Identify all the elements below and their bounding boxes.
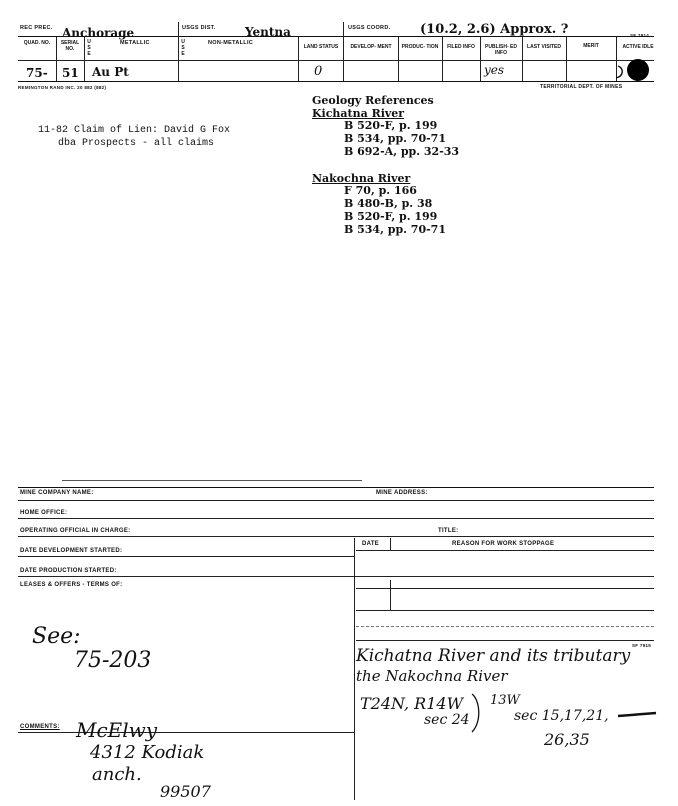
lien-line-2: dba Prospects - all claims <box>58 138 215 149</box>
form-number-2: SF 7915 <box>632 643 652 648</box>
printer-line: REMINGTON RAND INC. 20 882 (882) <box>18 85 107 90</box>
reason-label: REASON FOR WORK STOPPAGE <box>452 541 555 547</box>
header-rule-1 <box>18 36 654 37</box>
form-rule <box>62 480 362 481</box>
form-rule <box>18 536 654 537</box>
usgs-dist-value: Yentna <box>245 25 291 39</box>
contact-name: McElwy <box>76 718 158 742</box>
active-idle-mark-icon <box>612 56 656 84</box>
section-note-2: sec 15,17,21, <box>514 708 609 724</box>
ref-item: B 534, pp. 70-71 <box>344 223 446 236</box>
ref-item: B 692-A, pp. 32-33 <box>344 145 460 158</box>
see-note: See: <box>32 624 81 649</box>
form-rule <box>18 732 354 733</box>
home-office-label: HOME OFFICE: <box>20 510 68 516</box>
header-divider <box>480 37 481 81</box>
form-rule <box>356 626 654 627</box>
rec-prec-value: Anchorage <box>62 26 135 40</box>
form-number: SF 7914 <box>630 33 650 38</box>
contact-city: anch. <box>92 764 142 785</box>
date-label: DATE <box>362 541 380 547</box>
quad-no-label: QUAD. NO. <box>23 40 51 46</box>
header-divider <box>298 37 299 81</box>
mine-company-label: MINE COMPANY NAME: <box>20 490 94 496</box>
use-label-2: U S E <box>181 39 185 57</box>
use-label-1: U S E <box>87 39 91 57</box>
metallic-value: Au Pt <box>92 65 129 79</box>
section-note-1: sec 24 <box>424 712 470 728</box>
land-status-value: 0 <box>314 64 323 79</box>
date-divider <box>390 538 391 550</box>
geology-title: Geology References <box>312 94 434 107</box>
usgs-coord-value: (10.2, 2.6) Approx. ? <box>420 22 569 37</box>
merit-label: MERIT <box>583 43 599 49</box>
date-divider <box>390 580 391 610</box>
header-divider <box>178 22 179 81</box>
group-1-title: Kichatna River <box>312 107 405 120</box>
ref-item: B 520-F, p. 199 <box>344 119 438 132</box>
form-rule <box>18 556 354 557</box>
range-alt: 13W <box>490 693 520 708</box>
title-label: TITLE: <box>438 528 459 534</box>
usgs-dist-label: USGS DIST. <box>182 25 216 31</box>
section-note-3: 26,35 <box>544 730 590 749</box>
active-idle-label: ACTIVE IDLE <box>622 44 654 50</box>
ref-item: B 480-B, p. 38 <box>344 197 433 210</box>
see-reference: 75-203 <box>74 648 152 673</box>
dept-line: TERRITORIAL DEPT. OF MINES <box>540 84 623 90</box>
prod-started-label: DATE PRODUCTION STARTED: <box>20 568 117 574</box>
metallic-label: METALLIC <box>120 40 150 46</box>
development-label: DEVELOP- MENT <box>350 44 392 50</box>
header-divider <box>522 37 523 81</box>
serial-no-label: SERIAL NO. <box>60 40 80 52</box>
right-column-divider <box>354 538 355 800</box>
rec-prec-label: REC PREC. <box>20 25 53 31</box>
header-divider <box>566 37 567 81</box>
operating-official-label: OPERATING OFFICIAL IN CHARGE: <box>20 528 131 534</box>
comments-label: COMMENTS: <box>20 724 60 730</box>
published-value: yes <box>484 63 505 77</box>
header-divider <box>398 37 399 81</box>
serial-value: 51 <box>62 66 79 80</box>
form-rule <box>356 588 654 589</box>
quad-value: 75- <box>26 66 48 80</box>
contact-zip: 99507 <box>160 782 211 801</box>
form-rule <box>18 487 654 488</box>
ref-item: B 520-F, p. 199 <box>344 210 438 223</box>
contact-address: 4312 Kodiak <box>90 742 205 763</box>
leases-label: LEASES & OFFERS - TERMS OF: <box>20 582 123 588</box>
river-note-2: the Nakochna River <box>356 667 508 685</box>
form-rule <box>356 610 654 611</box>
form-rule <box>18 576 654 577</box>
ref-item: B 534, pp. 70-71 <box>344 132 446 145</box>
mine-address-label: MINE ADDRESS: <box>376 490 428 496</box>
township-range: T24N, R14W <box>360 694 464 713</box>
strikeout-mark-icon <box>616 708 660 724</box>
group-2-title: Nakochna River <box>312 172 411 185</box>
form-rule <box>356 550 654 551</box>
form-rule <box>18 518 654 519</box>
header-rule-2 <box>18 60 654 61</box>
river-note-1: Kichatna River and its tributary <box>356 646 631 666</box>
header-rule-3 <box>18 81 654 82</box>
lien-line-1: 11-82 Claim of Lien: David G Fox <box>38 125 231 136</box>
production-label: PRODUC- TION <box>401 44 439 50</box>
header-divider <box>343 22 344 81</box>
ref-item: F 70, p. 166 <box>344 184 417 197</box>
published-info-label: PUBLISH- ED INFO <box>485 44 517 56</box>
usgs-coord-label: USGS COORD. <box>348 25 391 31</box>
bracket-mark-icon <box>470 692 484 734</box>
nonmetallic-label: NON-METALLIC <box>208 40 254 46</box>
form-rule <box>18 500 654 501</box>
dev-started-label: DATE DEVELOPMENT STARTED: <box>20 548 123 554</box>
land-status-label: LAND STATUS <box>303 44 339 50</box>
filed-info-label: FILED INFO <box>447 44 475 50</box>
last-visited-label: LAST VISITED <box>527 44 561 50</box>
header-divider <box>84 37 85 81</box>
form-rule <box>356 640 654 641</box>
header-divider <box>442 37 443 81</box>
